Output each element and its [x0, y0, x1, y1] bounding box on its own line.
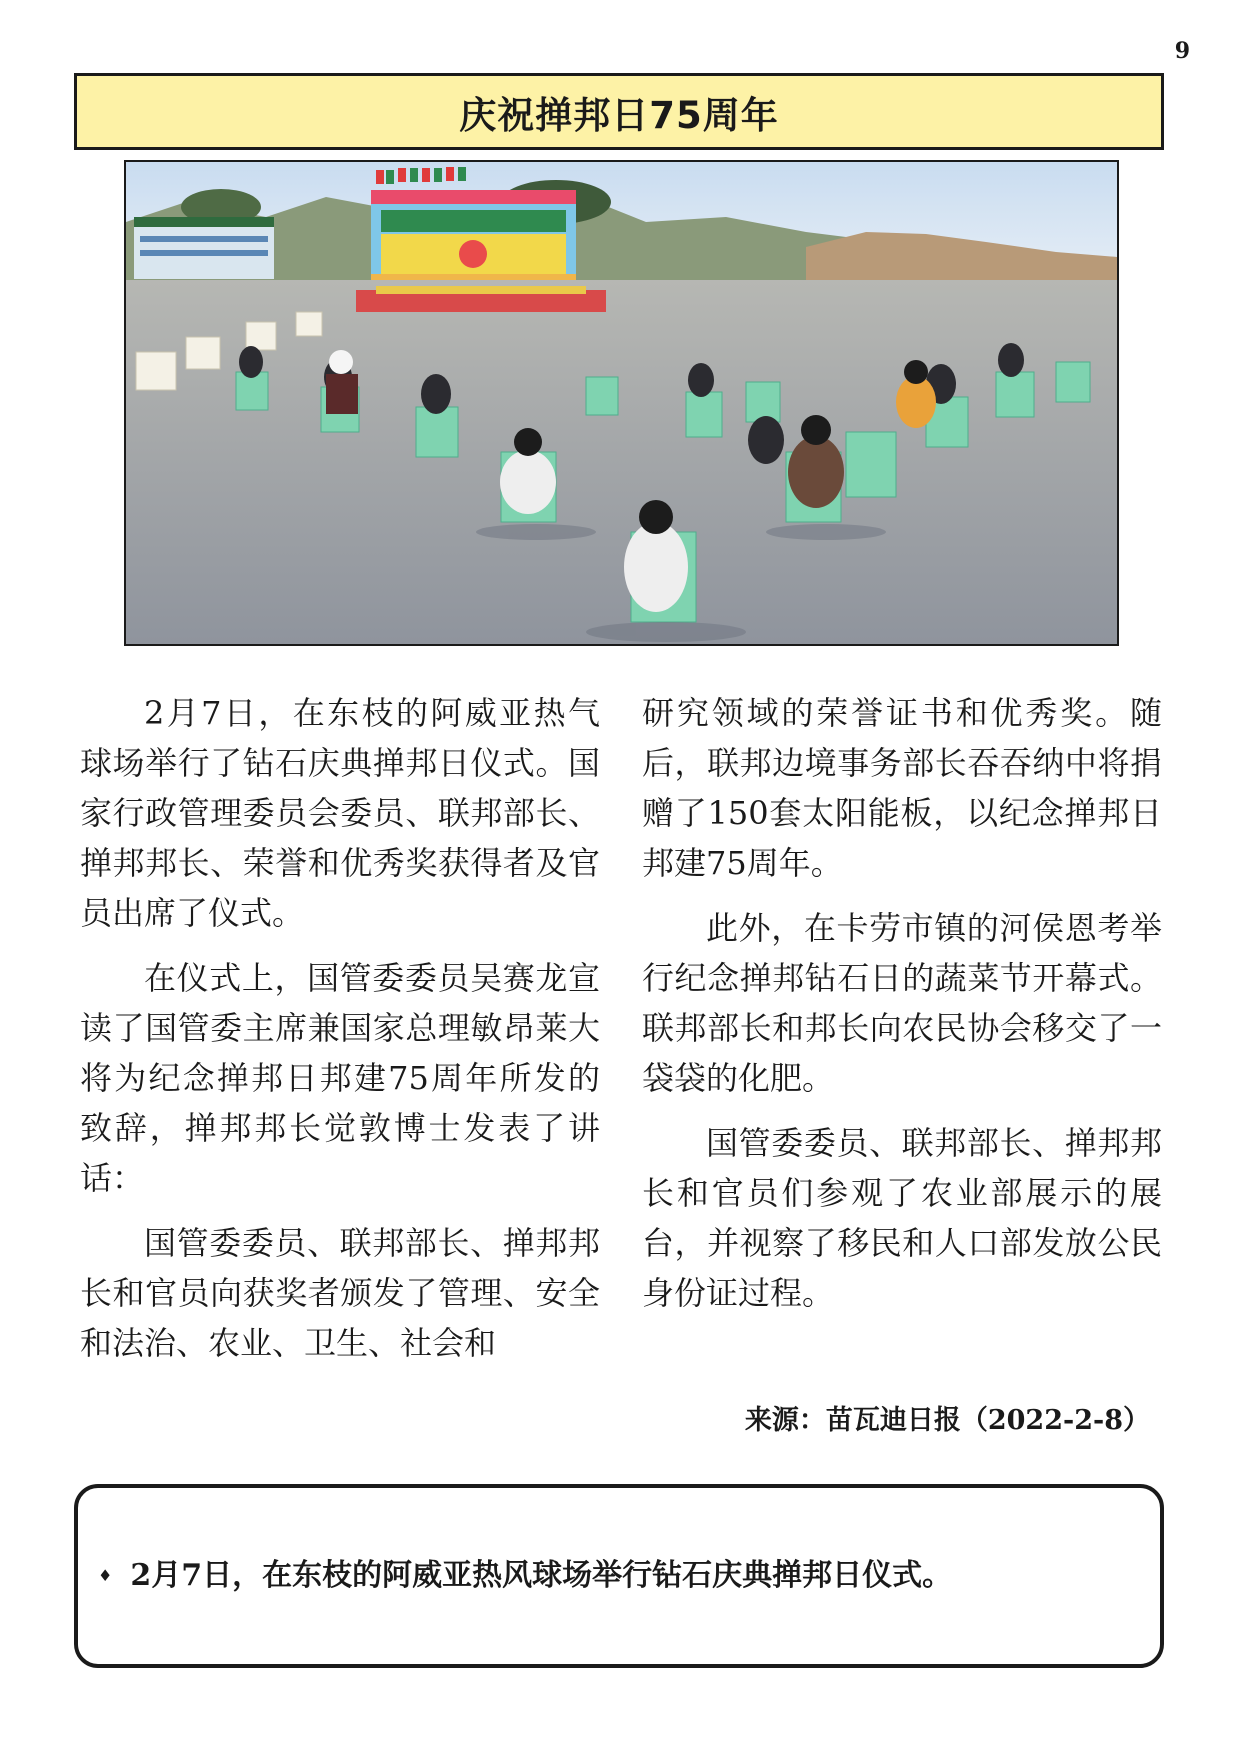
source-credit: 来源：苗瓦迪日报（2022-2-8） — [744, 1405, 1150, 1436]
summary-text: 2月7日，在东枝的阿威亚热风球场举行钻石庆典掸邦日仪式。 — [130, 1558, 953, 1593]
ceremony-photo-illustration — [126, 162, 1117, 644]
article-paragraph: 国管委委员、联邦部长、掸邦邦长和官员们参观了农业部展示的展台，并视察了移民和人口部发放公民身份证过程。 — [642, 1124, 1162, 1312]
article-paragraph: 在仪式上，国管委委员吴赛龙宣读了国管委主席兼国家总理敏昂莱大将为纪念掸邦日邦建75周年所发的致辞，掸邦邦长觉敦博士发表了讲话： — [80, 959, 600, 1197]
summary-item — [98, 1554, 1138, 1598]
summary-box — [74, 1484, 1164, 1668]
article-paragraph: 研究领域的荣誉证书和优秀奖。随后，联邦边境事务部长吞吞纳中将捐赠了150套太阳能板，以纪念掸邦日邦建75周年。 — [642, 694, 1162, 882]
article-paragraph: 国管委委员、联邦部长、掸邦邦长和官员向获奖者颁发了管理、安全和法治、农业、卫生、社会和 — [80, 1224, 600, 1362]
article-column-right — [642, 688, 1162, 1333]
page-number: 9 — [1174, 38, 1190, 64]
title-banner — [74, 73, 1164, 150]
page-title: 庆祝掸邦日75周年 — [459, 93, 779, 137]
article-paragraph: 2月7日，在东枝的阿威亚热气球场举行了钻石庆典掸邦日仪式。国家行政管理委员会委员、联邦部长、掸邦邦长、荣誉和优秀奖获得者及官员出席了仪式。 — [80, 694, 600, 932]
article-column-left — [80, 688, 600, 1383]
diamond-bullet-icon: ♦ — [98, 1566, 113, 1585]
article-paragraph: 此外，在卡劳市镇的河侯恩考举行纪念掸邦钻石日的蔬菜节开幕式。联邦部长和邦长向农民协会移交了一袋袋的化肥。 — [642, 909, 1162, 1097]
ceremony-photo — [124, 160, 1119, 646]
